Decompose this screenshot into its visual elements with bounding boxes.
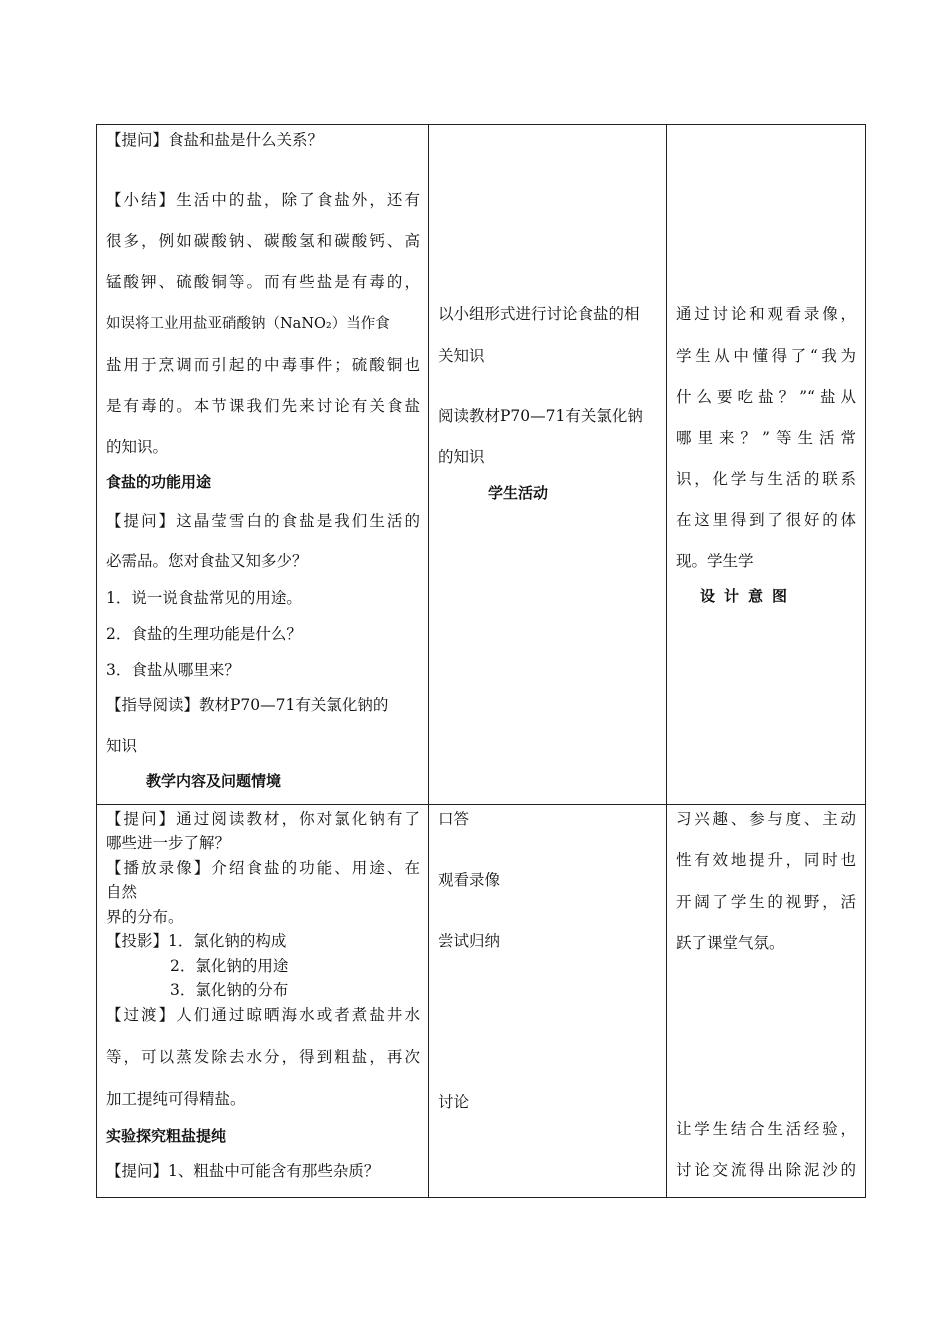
transition-text: 【过渡】人们通过晾晒海水或者煮盐井水	[106, 1006, 420, 1024]
video-text: 【播放录像】介绍食盐的功能、用途、在	[106, 859, 420, 877]
transition-text: 加工提纯可得精盐。	[106, 1090, 246, 1108]
table-border-bottom	[96, 1197, 866, 1198]
intent-text: 开阔了学生的视野，活	[676, 893, 856, 911]
list-item: 3．食盐从哪里来？	[106, 661, 240, 679]
projection-text: 【投影】1．氯化钠的构成	[106, 932, 287, 950]
intent-text: 习兴趣、参与度、主动	[676, 810, 856, 828]
summary-text: 很多，例如碳酸钠、碳酸氢和碳酸钙、高	[106, 232, 420, 250]
column-header-student-activity: 学生活动	[488, 484, 549, 502]
activity-text: 以小组形式进行讨论食盐的相	[438, 305, 640, 323]
intent-text: 什么要吃盐？”“盐从	[676, 388, 856, 406]
table-border-top	[96, 124, 866, 125]
section-heading: 实验探究粗盐提纯	[106, 1127, 227, 1145]
intent-text: 性有效地提升，同时也	[676, 851, 856, 869]
activity-text: 尝试归纳	[438, 932, 501, 950]
question-text: 【提问】食盐和盐是什么关系？	[106, 131, 324, 149]
activity-text: 的知识	[438, 448, 485, 466]
video-text: 界的分布。	[106, 908, 184, 926]
intent-text: 学生从中懂得了“我为	[676, 347, 856, 365]
table-border-right	[865, 124, 866, 1198]
intent-text: 在这里得到了很好的体	[676, 511, 856, 529]
activity-text: 阅读教材P70—71有关氯化钠	[438, 407, 643, 425]
intent-text: 现。学生学	[676, 552, 754, 570]
activity-text: 关知识	[438, 347, 485, 365]
intent-text: 讨论交流得出除泥沙的	[676, 1161, 856, 1179]
summary-text: 盐用于烹调而引起的中毒事件；硫酸铜也	[106, 356, 420, 374]
summary-text: 的知识。	[106, 438, 169, 456]
reading-guide-text: 知识	[106, 737, 138, 755]
intent-text: 通过讨论和观看录像，	[676, 305, 856, 323]
question-text: 哪些进一步了解？	[106, 834, 231, 852]
column-divider-2	[666, 124, 667, 1198]
summary-text: 锰酸钾、硫酸铜等。而有些盐是有毒的，	[106, 273, 420, 291]
column-divider-1	[428, 124, 429, 1198]
projection-item: 3．氯化钠的分布	[170, 981, 289, 999]
row-divider	[96, 804, 866, 805]
column-header-design-intent: 设计意图	[700, 587, 797, 605]
question-text: 【提问】这晶莹雪白的食盐是我们生活的	[106, 512, 420, 530]
intent-text: 哪里来？”等生活常	[676, 429, 856, 447]
summary-text: 【小结】生活中的盐，除了食盐外，还有	[106, 191, 420, 209]
question-text: 【提问】通过阅读教材，你对氯化钠有了	[106, 810, 420, 828]
activity-text: 观看录像	[438, 871, 501, 889]
intent-text: 让学生结合生活经验，	[676, 1120, 856, 1138]
transition-text: 等，可以蒸发除去水分，得到粗盐，再次	[106, 1048, 420, 1066]
list-item: 1．说一说食盐常见的用途。	[106, 589, 302, 607]
projection-item: 2．氯化钠的用途	[170, 957, 289, 975]
intent-text: 跃了课堂气氛。	[676, 934, 785, 952]
activity-text: 口答	[438, 810, 470, 828]
summary-text: 如误将工业用盐亚硝酸钠（NaNO₂）当作食	[106, 316, 390, 332]
intent-text: 识，化学与生活的联系	[676, 470, 856, 488]
question-text: 必需品。您对食盐又知多少？	[106, 552, 308, 570]
lesson-plan-table	[96, 124, 866, 1198]
summary-text: 是有毒的。本节课我们先来讨论有关食盐	[106, 397, 420, 415]
video-text: 自然	[106, 883, 138, 901]
reading-guide-text: 【指导阅读】教材P70—71有关氯化钠的	[106, 696, 389, 714]
list-item: 2．食盐的生理功能是什么？	[106, 625, 302, 643]
column-header-teaching-content: 教学内容及问题情境	[146, 772, 282, 790]
activity-text: 讨论	[438, 1093, 470, 1111]
question-text: 【提问】1、粗盐中可能含有那些杂质？	[106, 1162, 380, 1180]
section-heading: 食盐的功能用途	[106, 473, 212, 491]
table-border-left	[96, 124, 97, 1198]
